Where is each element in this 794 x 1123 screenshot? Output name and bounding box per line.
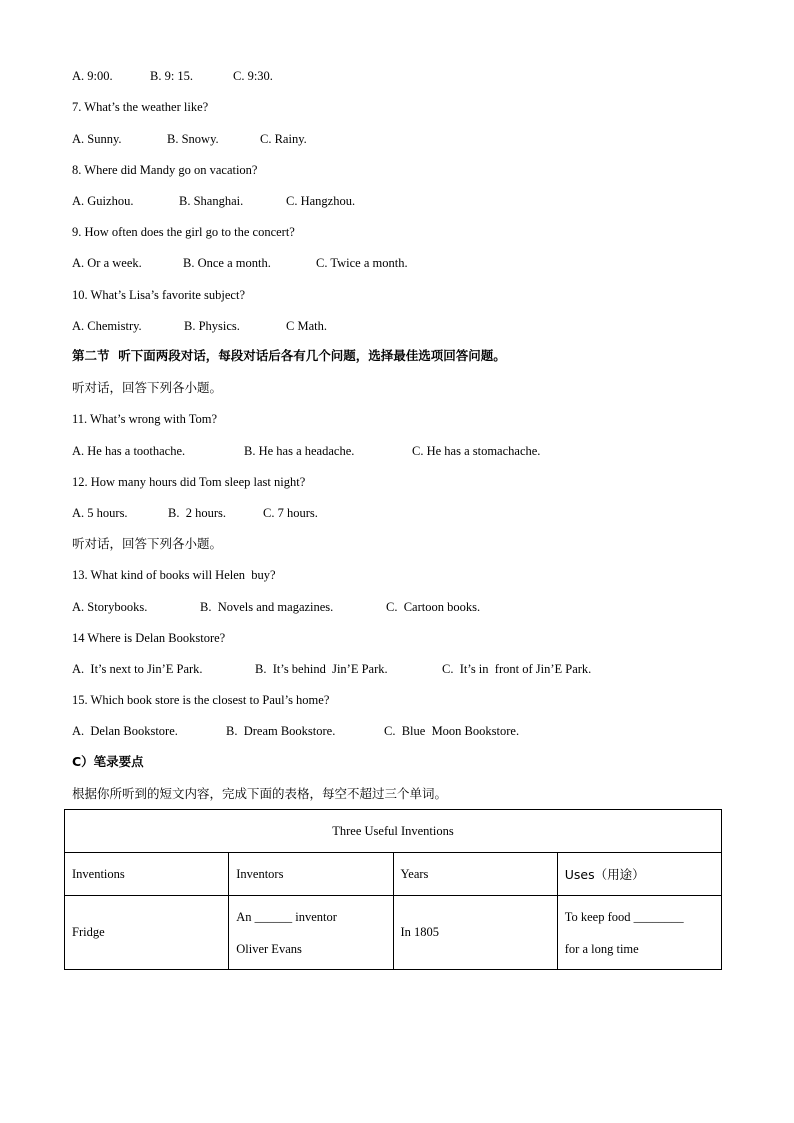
q8-option-a: A. Guizhou. [72,194,134,208]
q15-question: 15. Which book store is the closest to Paul’s home? [72,693,330,707]
q13-option-b: B. Novels and magazines. [200,600,334,614]
q6-option-a: A. 9:00. [72,69,113,83]
use-blank-line[interactable]: To keep food ________ [564,909,684,924]
q12-question: 12. How many hours did Tom sleep last night? [72,475,306,489]
table-header-row [65,853,722,896]
q8-option-b: B. Shanghai. [179,194,244,208]
q10-option-c: C Math. [286,319,327,333]
q7-option-b: B. Snowy. [167,132,219,146]
q13-option-a: A. Storybooks. [72,600,148,614]
cell-year: In 1805 [393,896,557,970]
q11-option-c: C. He has a stomachache. [412,444,541,458]
section2-instruction-1: 听对话，回答下列各小题。 [72,380,223,395]
header-inventions: Inventions [65,853,229,896]
cell-invention: Fridge [65,896,229,970]
q9-option-b: B. Once a month. [183,256,271,270]
q14-option-c: C. It’s in front of Jin’E Park. [442,662,592,676]
inventor-name: Oliver Evans [236,941,302,956]
section2-heading: 第二节 听下面两段对话，每段对话后各有几个问题，选择最佳选项回答问题。 [72,348,506,363]
use-line-2: for a long time [564,941,639,956]
inventions-table [64,809,722,970]
q9-option-c: C. Twice a month. [316,256,408,270]
header-inventors: Inventors [229,853,393,896]
q15-option-b: B. Dream Bookstore. [226,724,336,738]
cell-inventor [229,896,393,970]
q13-question: 13. What kind of books will Helen buy? [72,568,276,582]
q12-option-c: C. 7 hours. [263,506,318,520]
q6-option-b: B. 9: 15. [150,69,194,83]
q8-option-c: C. Hangzhou. [286,194,356,208]
q7-question: 7. What’s the weather like? [72,100,209,114]
q11-question: 11. What’s wrong with Tom? [72,412,218,426]
section2-instruction-2: 听对话，回答下列各小题。 [72,536,223,551]
table-row [65,896,722,970]
q10-option-a: A. Chemistry. [72,319,142,333]
q7-option-c: C. Rainy. [260,132,307,146]
q14-option-a: A. It’s next to Jin’E Park. [72,662,203,676]
q10-question: 10. What’s Lisa’s favorite subject? [72,288,245,302]
q15-option-c: C. Blue Moon Bookstore. [384,724,520,738]
q14-option-b: B. It’s behind Jin’E Park. [255,662,388,676]
q9-question: 9. How often does the girl go to the concert? [72,225,295,239]
q14-question: 14 Where is Delan Bookstore? [72,631,226,645]
q12-option-a: A. 5 hours. [72,506,128,520]
table-title: Three Useful Inventions [65,810,722,853]
header-uses: Uses（用途） [557,853,721,896]
q9-option-a: A. Or a week. [72,256,142,270]
header-years: Years [393,853,557,896]
q15-option-a: A. Delan Bookstore. [72,724,178,738]
q12-option-b: B. 2 hours. [168,506,226,520]
q8-question: 8. Where did Mandy go on vacation? [72,163,258,177]
q11-option-b: B. He has a headache. [244,444,355,458]
q6-option-c: C. 9:30. [233,69,273,83]
q10-option-b: B. Physics. [184,319,240,333]
cell-use [557,896,721,970]
q13-option-c: C. Cartoon books. [386,600,481,614]
inventor-blank-line[interactable]: An ______ inventor [236,909,337,924]
q7-option-a: A. Sunny. [72,132,122,146]
sectionC-instruction: 根据你所听到的短文内容，完成下面的表格，每空不超过三个单词。 [72,786,448,801]
q11-option-a: A. He has a toothache. [72,444,186,458]
sectionC-heading: C）笔录要点 [72,754,144,769]
